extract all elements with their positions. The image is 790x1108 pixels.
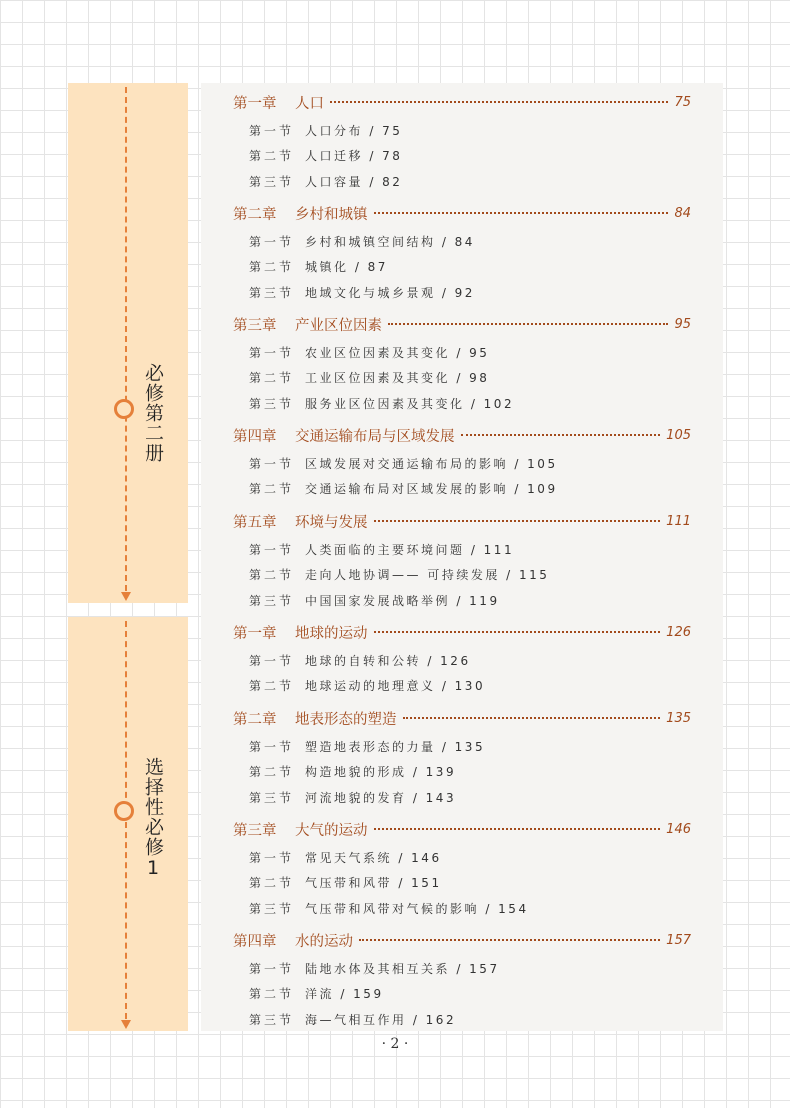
chapter-title: 产业区位因素	[295, 317, 382, 334]
circle-marker-icon	[114, 399, 134, 419]
chapter-title: 交通运输布局与区域发展	[295, 428, 455, 445]
section-title: 乡村和城镇空间结构 / 84	[305, 234, 475, 249]
section-row[interactable]	[249, 984, 384, 1004]
section-title: 区域发展对交通运输布局的影响 / 105	[305, 456, 558, 471]
section-number: 第一节	[249, 961, 295, 976]
section-row[interactable]	[249, 787, 456, 807]
volume-panel-elective-1	[68, 617, 188, 1031]
section-row[interactable]	[249, 762, 456, 782]
section-number: 第一节	[249, 123, 295, 138]
section-row[interactable]	[249, 120, 402, 140]
section-number: 第三节	[249, 1012, 295, 1027]
chapter-row[interactable]	[233, 202, 691, 224]
section-number: 第一节	[249, 739, 295, 754]
section-title: 气压带和风带 / 151	[305, 876, 442, 891]
chapter-title: 环境与发展	[295, 514, 368, 531]
section-number: 第一节	[249, 653, 295, 668]
leader-dots	[388, 323, 668, 325]
section-number: 第二节	[249, 260, 295, 275]
chapter-row[interactable]	[233, 818, 691, 840]
section-row[interactable]	[249, 650, 471, 670]
leader-dots	[374, 828, 661, 830]
volume-panel-compulsory-2	[68, 83, 188, 603]
chapter-number: 第五章	[233, 514, 277, 531]
chapter-row[interactable]	[233, 424, 691, 446]
chapter-page: 84	[674, 205, 691, 221]
chapter-page: 105	[666, 427, 691, 443]
volume-title: 选择性必修1	[142, 757, 164, 880]
section-title: 陆地水体及其相互关系 / 157	[305, 961, 500, 976]
section-row[interactable]	[249, 1009, 456, 1029]
section-row[interactable]	[249, 231, 475, 251]
section-row[interactable]	[249, 453, 558, 473]
section-title: 河流地貌的发育 / 143	[305, 790, 457, 805]
section-number: 第二节	[249, 876, 295, 891]
section-number: 第一节	[249, 234, 295, 249]
section-title: 人口分布 / 75	[305, 123, 403, 138]
chapter-page: 111	[666, 513, 691, 529]
section-row[interactable]	[249, 479, 558, 499]
section-row[interactable]	[249, 847, 442, 867]
chapter-number: 第二章	[233, 711, 277, 728]
chapter-number: 第三章	[233, 317, 277, 334]
section-number: 第三节	[249, 174, 295, 189]
chapter-number: 第四章	[233, 933, 277, 950]
leader-dots	[374, 631, 661, 633]
section-title: 海—气相互作用 / 162	[305, 1012, 457, 1027]
chapter-title: 水的运动	[295, 933, 353, 950]
section-row[interactable]	[249, 171, 402, 191]
section-title: 地域文化与城乡景观 / 92	[305, 285, 475, 300]
section-number: 第二节	[249, 765, 295, 780]
table-of-contents	[201, 83, 723, 1031]
section-title: 人类面临的主要环境问题 / 111	[305, 542, 515, 557]
chapter-page: 95	[674, 316, 691, 332]
section-title: 构造地貌的形成 / 139	[305, 765, 457, 780]
section-number: 第二节	[249, 482, 295, 497]
section-title: 中国国家发展战略举例 / 119	[305, 593, 500, 608]
chapter-number: 第一章	[233, 95, 277, 112]
section-row[interactable]	[249, 539, 514, 559]
chapter-number: 第三章	[233, 822, 277, 839]
chapter-row[interactable]	[233, 510, 691, 532]
section-title: 塑造地表形态的力量 / 135	[305, 739, 486, 754]
page-number: · 2 ·	[381, 1036, 409, 1052]
section-row[interactable]	[249, 590, 500, 610]
section-number: 第二节	[249, 987, 295, 1002]
arrow-down-icon	[121, 592, 131, 601]
section-number: 第一节	[249, 456, 295, 471]
section-row[interactable]	[249, 282, 475, 302]
section-row[interactable]	[249, 257, 388, 277]
section-number: 第三节	[249, 396, 295, 411]
chapter-number: 第四章	[233, 428, 277, 445]
chapter-title: 大气的运动	[295, 822, 368, 839]
section-title: 服务业区位因素及其变化 / 102	[305, 396, 515, 411]
section-number: 第二节	[249, 371, 295, 386]
chapter-title: 乡村和城镇	[295, 206, 368, 223]
timeline-dashed-line	[125, 87, 127, 591]
chapter-row[interactable]	[233, 707, 691, 729]
chapter-number: 第一章	[233, 625, 277, 642]
chapter-row[interactable]	[233, 929, 691, 951]
leader-dots	[359, 939, 660, 941]
section-number: 第三节	[249, 790, 295, 805]
leader-dots	[403, 717, 661, 719]
leader-dots	[330, 101, 668, 103]
section-title: 农业区位因素及其变化 / 95	[305, 345, 490, 360]
arrow-down-icon	[121, 1020, 131, 1029]
section-number: 第二节	[249, 568, 295, 583]
section-row[interactable]	[249, 873, 442, 893]
section-number: 第二节	[249, 149, 295, 164]
section-title: 洋流 / 159	[305, 987, 384, 1002]
chapter-page: 146	[666, 821, 691, 837]
section-title: 气压带和风带对气候的影响 / 154	[305, 901, 529, 916]
chapter-page: 75	[674, 94, 691, 110]
section-row[interactable]	[249, 676, 485, 696]
section-title: 地球的自转和公转 / 126	[305, 653, 471, 668]
section-row[interactable]	[249, 565, 549, 585]
leader-dots	[374, 212, 669, 214]
leader-dots	[461, 434, 661, 436]
chapter-page: 135	[666, 710, 691, 726]
section-number: 第一节	[249, 850, 295, 865]
section-title: 走向人地协调—— 可持续发展 / 115	[305, 568, 550, 583]
chapter-title: 地表形态的塑造	[295, 711, 397, 728]
section-title: 交通运输布局对区域发展的影响 / 109	[305, 482, 558, 497]
chapter-title: 地球的运动	[295, 625, 368, 642]
section-row[interactable]	[249, 368, 489, 388]
section-title: 城镇化 / 87	[305, 260, 388, 275]
section-title: 人口迁移 / 78	[305, 149, 403, 164]
chapter-page: 157	[666, 932, 691, 948]
circle-marker-icon	[114, 801, 134, 821]
chapter-row[interactable]	[233, 313, 691, 335]
chapter-page: 126	[666, 624, 691, 640]
section-number: 第三节	[249, 285, 295, 300]
section-title: 常见天气系统 / 146	[305, 850, 442, 865]
section-number: 第一节	[249, 345, 295, 360]
section-number: 第三节	[249, 593, 295, 608]
section-title: 地球运动的地理意义 / 130	[305, 679, 486, 694]
section-number: 第二节	[249, 679, 295, 694]
chapter-title: 人口	[295, 95, 324, 112]
section-title: 人口容量 / 82	[305, 174, 403, 189]
leader-dots	[374, 520, 661, 522]
chapter-number: 第二章	[233, 206, 277, 223]
section-row[interactable]	[249, 146, 402, 166]
volume-title: 必修第二册	[142, 363, 164, 463]
section-row[interactable]	[249, 342, 489, 362]
section-number: 第三节	[249, 901, 295, 916]
section-row[interactable]	[249, 736, 485, 756]
section-row[interactable]	[249, 393, 514, 413]
chapter-row[interactable]	[233, 91, 691, 113]
section-number: 第一节	[249, 542, 295, 557]
section-row[interactable]	[249, 898, 529, 918]
section-row[interactable]	[249, 958, 500, 978]
section-title: 工业区位因素及其变化 / 98	[305, 371, 490, 386]
chapter-row[interactable]	[233, 621, 691, 643]
